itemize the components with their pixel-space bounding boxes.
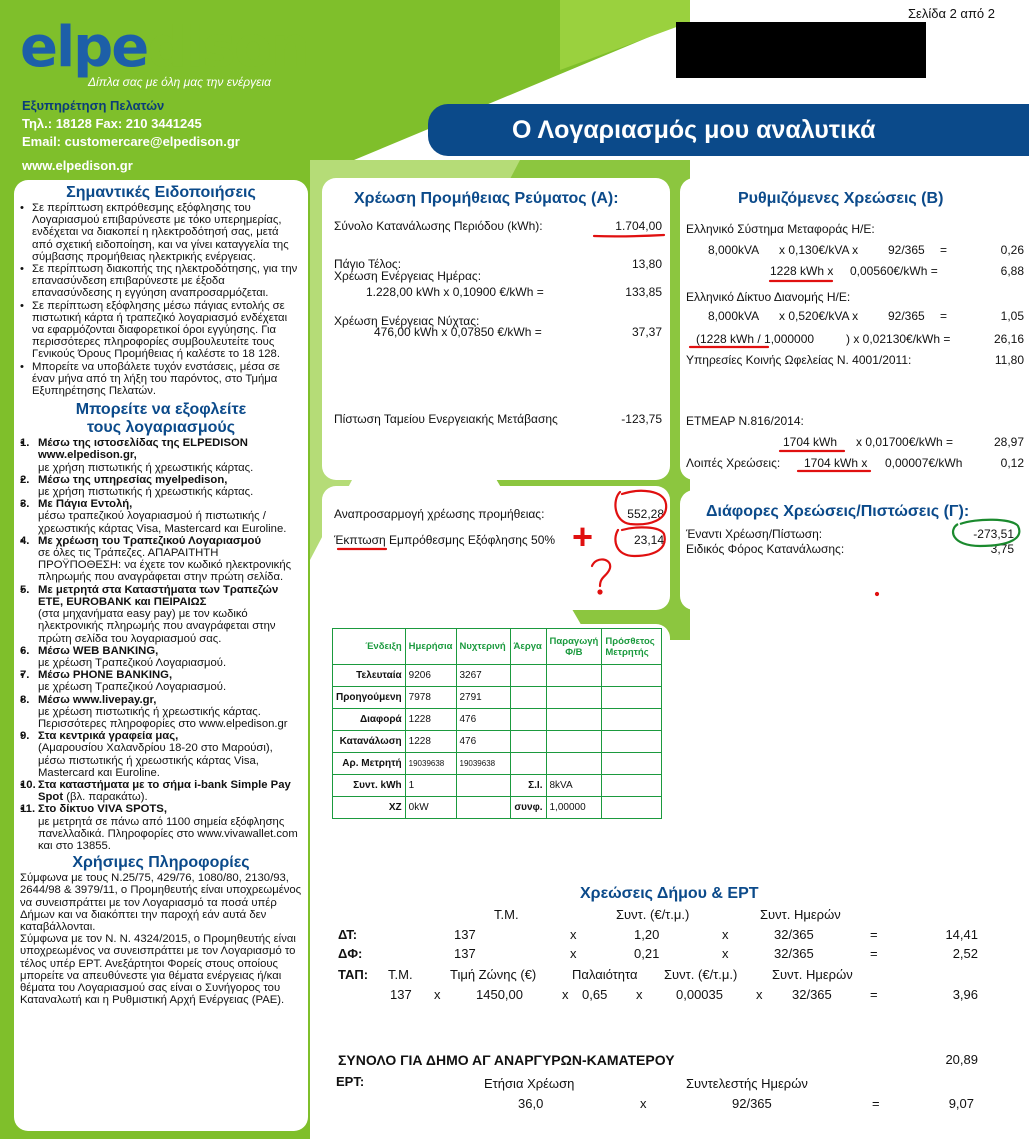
supply-day-calc: 1.228,00 kWh x 0,10900 €/kWh = [366, 285, 544, 299]
df-days: 32/365 [774, 946, 814, 961]
dist-row2-b: ) x 0,02130€/kWh = [846, 332, 951, 346]
elpedison-logo: elpedison [20, 15, 309, 80]
supply-night-value: 37,37 [631, 325, 662, 339]
banner-title: Ο Λογαριασμός μου αναλυτικά [512, 116, 876, 144]
table-row: Αρ. Μετρητή 19039638 19039638 [333, 753, 662, 775]
notice-item: • Σε περίπτωση διακοπής της ηλεκτροδότησης, για την επανασύνδεση επιβαρύνεστε με έξοδα επανασύνδεσης η εγγύηση αναπροσαρμόζεται. [20, 263, 302, 300]
payment-title-2: τους λογαριασμούς [86, 419, 236, 437]
dt-label: ΔΤ: [338, 927, 358, 942]
hdr-coef: Συντ. (€/τ.μ.) [616, 907, 690, 922]
notice-item: • Σε περίπτωση εξόφλησης μέσω πάγιας εντολής σε πιστωτική κάρτα ή τραπεζικό λογαριασμό ενδέχεται να εφαρμόζονται διαφορετικοί όροι εγγύησης. Για περισσότερες πληροφορίες συμβουλευτείτε τους Γενικούς Όρους Προμήθειας ή καλέστε το 18 128. [20, 300, 302, 361]
tap-days: 32/365 [792, 987, 832, 1002]
public-service-label: Υπηρεσίες Κοινής Ωφελείας Ν. 4001/2011: [686, 353, 912, 367]
contact-title: Εξυπηρέτηση Πελατών [22, 98, 165, 113]
table-row: Τελευταία 9206 3267 [333, 665, 662, 687]
tap-coef: 0,00035 [676, 987, 723, 1002]
table-row: Κατανάλωση 1228 476 [333, 731, 662, 753]
trans-row2-a: 1228 kWh x [770, 264, 834, 278]
notice-item: • Μπορείτε να υποβάλετε τυχόν ενστάσεις, μέσα σε έναν μήνα από τη λήξη του παρόντος, στο Τμήμα Εξυπηρέτησης Πελατών. [20, 361, 302, 398]
ert-hdr-days: Συντελεστής Ημερών [686, 1076, 808, 1091]
ert-value: 9,07 [948, 1096, 974, 1111]
payment-method: • 11. Στο δίκτυο VIVA SPOTS, με μετρητά σε πάνω από 1100 σημεία εξόφλησης πανελλαδικά. Πληροφορίες στο www.vivawallet.com και στο 13855. [20, 803, 302, 852]
dist-row1-c: 92/365 [888, 309, 925, 323]
df-x2: x [722, 946, 729, 961]
ert-hdr-annual: Ετήσια Χρέωση [484, 1076, 575, 1091]
meter-header-row [333, 629, 662, 665]
ert-annual: 36,0 [518, 1096, 544, 1111]
other-charges-value: 0,12 [1000, 456, 1024, 470]
supply-credit-value: -123,75 [621, 412, 662, 426]
supply-fixed-value: 13,80 [631, 257, 662, 271]
contact-email: Email: customercare@elpedison.gr [22, 134, 240, 149]
supply-discount-value: 23,14 [633, 533, 664, 547]
payment-method: • 4. Με χρέωση του Τραπεζικού Λογαριασμού σε όλες τις Τράπεζες. ΑΠΑΡΑΙΤΗΤΗ ΠΡΟΫΠΟΘΕΣΗ: να έχετε τον κωδικό ηλεκτρονικής πληρωμής που αναγράφεται στην πρώτη σελίδα. [20, 535, 302, 584]
dist-row1-a: 8,000kVA [708, 309, 760, 323]
ert-x: x [640, 1096, 647, 1111]
df-value: 2,52 [952, 946, 978, 961]
dist-row1-d: = [940, 309, 948, 323]
df-eq: = [870, 946, 878, 961]
notice-item: • Σε περίπτωση εκπρόθεσμης εξόφλησης του Λογαριασμού επιβαρύνεστε με τόκο υπερημερίας, ενδέχεται να διακοπεί η ηλεκτροδότησή σας, μετά από σχετική ειδοποίηση, και να γίνει καταγγελία της σύμβασης προμήθειας ηλεκτρικής ενέργειας. [20, 202, 302, 263]
table-row: ΧΖ 0kW συνφ. 1,00000 [333, 797, 662, 819]
contact-website[interactable]: www.elpedison.gr [22, 158, 133, 173]
tap-label: ΤΑΠ: [338, 967, 369, 982]
tap-eq: = [870, 987, 878, 1002]
ert-eq: = [872, 1096, 880, 1111]
supply-night-calc: 476,00 kWh x 0,07850 €/kWh = [374, 325, 542, 339]
transmission-label: Ελληνικό Σύστημα Μεταφοράς Η/Ε: [686, 222, 875, 236]
dt-coef: 1,20 [634, 927, 660, 942]
contact-phone: Τηλ.: 18128 Fax: 210 3441245 [22, 116, 202, 131]
supply-discount-label: Έκπτωση Εμπρόθεσμης Εξόφλησης 50% [334, 533, 556, 547]
meter-header: Νυχτερινή [456, 629, 510, 665]
etmear-label: ΕΤΜΕΑΡ Ν.816/2014: [686, 414, 804, 428]
supply-total-value: 1.704,00 [615, 219, 662, 233]
supply-day-value: 133,85 [625, 285, 662, 299]
dt-days: 32/365 [774, 927, 814, 942]
tap-x3: x [636, 987, 643, 1002]
payment-method: • 5. Με μετρητά στα Καταστήματα των Τραπεζών ΕΤΕ, EUROBANK και ΠΕΙΡΑΙΩΣ (στα μηχανήματα easy pay) με τον κωδικό ηλεκτρονικής πληρωμής που αναγράφεται στην πρώτη σελίδα του λογαριασμού σας. [20, 584, 302, 645]
plus-annotation: + [572, 516, 594, 557]
page-number: Σελίδα 2 από 2 [908, 6, 995, 21]
brand-tagline: Δίπλα σας με όλη μας την ενέργεια [88, 75, 271, 89]
trans-row1-d: = [940, 243, 948, 257]
trans-row2-b: 0,00560€/kWh = [850, 264, 938, 278]
other-charges-kwh: 1704 kWh x [804, 456, 868, 470]
etmear-rate: x 0,01700€/kWh = [856, 435, 954, 449]
trans-row1-value: 0,26 [1000, 243, 1024, 257]
trans-row1-a: 8,000kVA [708, 243, 760, 257]
info-panel [14, 180, 308, 1131]
misc-title: Διάφορες Χρεώσεις/Πιστώσεις (Γ): [706, 503, 970, 520]
offset-value: -273,51 [973, 527, 1014, 541]
supply-credit-label: Πίστωση Ταμείου Ενεργειακής Μετάβασης [334, 412, 558, 426]
tap-hdr-days: Συντ. Ημερών [772, 967, 853, 982]
table-row: Συντ. kWh 1 Σ.Ι. 8kVA [333, 775, 662, 797]
other-charges-rate: 0,00007€/kWh [885, 456, 963, 470]
distribution-label: Ελληνικό Δίκτυο Διανομής Η/Ε: [686, 290, 851, 304]
payment-title-1: Μπορείτε να εξοφλείτε [75, 401, 247, 419]
meter-header: Άεργα [510, 629, 546, 665]
trans-row1-b: x 0,130€/kVA x [779, 243, 859, 257]
payment-method: • 6. Μέσω WEB BANKING, με χρέωση Τραπεζικού Λογαριασμού. [20, 645, 302, 669]
hdr-tm: Τ.Μ. [494, 907, 519, 922]
dist-row2-a: (1228 kWh / 1,000000 [696, 332, 815, 346]
tap-x2: x [562, 987, 569, 1002]
public-service-value: 11,80 [994, 353, 1024, 367]
df-coef: 0,21 [634, 946, 660, 961]
payment-method: • 3. Με Πάγια Εντολή, μέσω τραπεζικού λογαριασμού ή πιστωτικής / χρεωστικής κάρτας Visa, Mastercard και Euroline. [20, 498, 302, 535]
meter-readings-table [332, 628, 662, 819]
dt-value: 14,41 [945, 927, 978, 942]
regulated-title: Ρυθμιζόμενες Χρεώσεις (Β) [738, 190, 944, 207]
df-tm: 137 [454, 946, 476, 961]
table-row: Διαφορά 1228 476 [333, 709, 662, 731]
dt-eq: = [870, 927, 878, 942]
payment-method: • 9. Στα κεντρικά γραφεία μας, (Αμαρουσίου Χαλανδρίου 18-20 στο Μαρούσι), μέσω πιστωτικής ή χρεωστικής κάρτας Visa, Mastercard και Euroline. [20, 730, 302, 779]
tap-age: 0,65 [582, 987, 608, 1002]
df-label: ΔΦ: [338, 946, 363, 961]
supply-adjust-value: 552,28 [627, 507, 664, 521]
supply-panel-lower [322, 486, 670, 610]
consumption-tax-value: 3,75 [990, 542, 1014, 556]
supply-night-label: Χρέωση Ενέργειας Νύχτας: [334, 314, 480, 328]
tap-tm: 137 [390, 987, 412, 1002]
useful-info-p2: Σύμφωνα με τον Ν. Ν. 4324/2015, ο Προμηθευτής είναι υποχρεωμένος να συνεισπράττει με τον Λογαριασμό το τέλος υπέρ ΕΡΤ. Ανεξάρτητοι Φορείς στους οποίους μπορείτε να απευθύνεστε για θέματα ενέργειας ή/και θέματα του Λογαριασμού σας είναι ο Συνήγορος του Καταναλωτή και η Ρυθμιστική Αρχή Ενέργειας (ΡΑΕ). [20, 933, 296, 1007]
payment-method: • 7. Μέσω PHONE BANKING, με χρέωση Τραπεζικού Λογαριασμού. [20, 669, 302, 693]
tap-value: 3,96 [952, 987, 978, 1002]
hdr-days: Συντ. Ημερών [760, 907, 841, 922]
payment-method: • 1. Μέσω της ιστοσελίδας της ELPEDISON www.elpedison.gr, με χρήση πιστωτικής ή χρεωστικής κάρτας. [20, 437, 302, 474]
redacted-customer-info [676, 22, 926, 78]
meter-header: Παραγωγή Φ/Β [546, 629, 602, 665]
tap-zone: 1450,00 [476, 987, 523, 1002]
table-row: Προηγούμενη 7978 2791 [333, 687, 662, 709]
useful-info-title: Χρήσιμες Πληροφορίες [72, 854, 250, 872]
dist-row1-value: 1,05 [1000, 309, 1024, 323]
payment-method: • 10. Στα καταστήματα με το σήμα i-bank Simple Pay Spot (βλ. παρακάτω). [20, 779, 302, 803]
payment-method: • 8. Μέσω www.livepay.gr, με χρέωση πιστωτικής ή χρεωστικής κάρτας. Περισσότερες πληροφορίες στο www.elpedison.gr [20, 694, 302, 731]
municipal-title: Χρεώσεις Δήμου & ΕΡΤ [580, 885, 759, 902]
tap-x1: x [434, 987, 441, 1002]
other-charges-label: Λοιπές Χρεώσεις: [686, 456, 781, 470]
page-banner [428, 104, 1029, 156]
ert-label: ΕΡΤ: [336, 1074, 365, 1089]
payment-methods-list [20, 437, 302, 852]
etmear-value: 28,97 [993, 435, 1024, 449]
notices-title: Σημαντικές Ειδοποιήσεις [66, 184, 256, 201]
tap-hdr-tm: Τ.Μ. [388, 967, 413, 982]
tap-hdr-zone: Τιμή Ζώνης (€) [450, 967, 537, 982]
meter-header: Ημερήσια [405, 629, 456, 665]
municipal-total-value: 20,89 [945, 1052, 978, 1067]
dist-row2-value: 26,16 [993, 332, 1024, 346]
supply-day-label: Χρέωση Ενέργειας Ημέρας: [334, 269, 482, 283]
df-x1: x [570, 946, 577, 961]
meter-header: Ένδειξη [333, 629, 406, 665]
trans-row2-value: 6,88 [1000, 264, 1024, 278]
municipal-total-label: ΣΥΝΟΛΟ ΓΙΑ ΔΗΜΟ ΑΓ ΑΝΑΡΓΥΡΩΝ-ΚΑΜΑΤΕΡΟΥ [338, 1052, 675, 1068]
supply-adjust-label: Αναπροσαρμογή χρέωσης προμήθειας: [334, 507, 545, 521]
dt-tm: 137 [454, 927, 476, 942]
tap-x4: x [756, 987, 763, 1002]
meter-header: Πρόσθετος Μετρητής [602, 629, 662, 665]
useful-info-p1: Σύμφωνα με τους Ν.25/75, 429/76, 1080/80, 2130/93, 2644/98 & 3979/11, ο Προμηθευτής είναι υποχρεωμένος να συνεισπράττει με τον Λογαριασμό τα ποσά υπέρ Δήμων και να διακόπτει την παροχή εάν αυτά δεν καταβάλλονται. [20, 872, 302, 933]
consumption-tax-label: Ειδικός Φόρος Κατανάλωσης: [686, 542, 845, 556]
supply-fixed-label: Πάγιο Τέλος: [334, 257, 402, 271]
notices-list [20, 202, 302, 397]
ert-days: 92/365 [732, 1096, 772, 1111]
dt-x1: x [570, 927, 577, 942]
offset-label: Έναντι Χρέωση/Πίστωση: [686, 527, 823, 541]
payment-method: • 2. Μέσω της υπηρεσίας myelpedison, με χρήση πιστωτικής ή χρεωστικής κάρτας. [20, 474, 302, 498]
dist-row1-b: x 0,520€/kVA x [779, 309, 859, 323]
etmear-kwh: 1704 kWh [783, 435, 838, 449]
supply-total-label: Σύνολο Κατανάλωσης Περιόδου (kWh): [334, 219, 543, 233]
tap-hdr-age: Παλαιότητα [572, 967, 638, 982]
dt-x2: x [722, 927, 729, 942]
trans-row1-c: 92/365 [888, 243, 925, 257]
tap-hdr-coef: Συντ. (€/τ.μ.) [664, 967, 738, 982]
supply-title: Χρέωση Προμήθειας Ρεύματος (Α): [354, 190, 619, 207]
